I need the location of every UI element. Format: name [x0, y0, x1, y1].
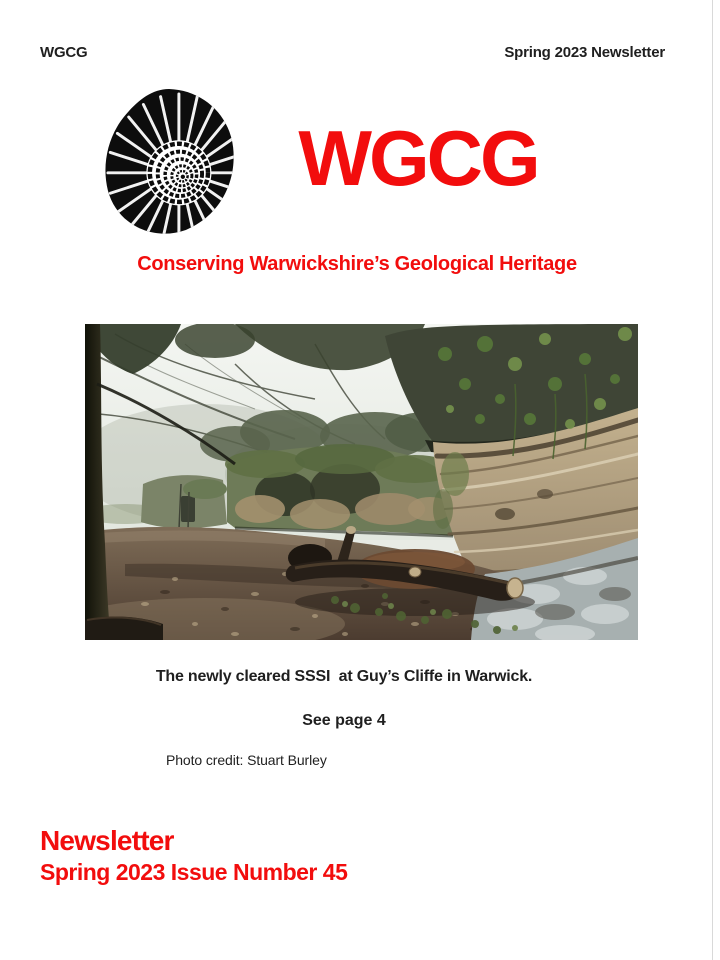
mid-outcrop: [225, 444, 455, 536]
see-page-note: See page 4: [302, 712, 386, 729]
masthead-title: WGCG: [298, 114, 538, 202]
cover-photo-illustration: [85, 324, 638, 640]
ammonite-fossil-icon: [103, 85, 241, 237]
cover-photo: [85, 324, 638, 640]
page-header-right: Spring 2023 Newsletter: [504, 44, 665, 61]
page-header-left: WGCG: [40, 44, 88, 61]
page-right-edge: [712, 0, 713, 960]
issue-number-line: Spring 2023 Issue Number 45: [40, 859, 348, 885]
photo-credit: Photo credit: Stuart Burley: [166, 752, 327, 768]
masthead-tagline: Conserving Warwickshire’s Geological Heritage: [137, 253, 577, 275]
photo-caption: The newly cleared SSSI at Guy’s Cliffe in Warwick.: [155, 668, 533, 685]
newsletter-heading: Newsletter: [40, 825, 174, 856]
